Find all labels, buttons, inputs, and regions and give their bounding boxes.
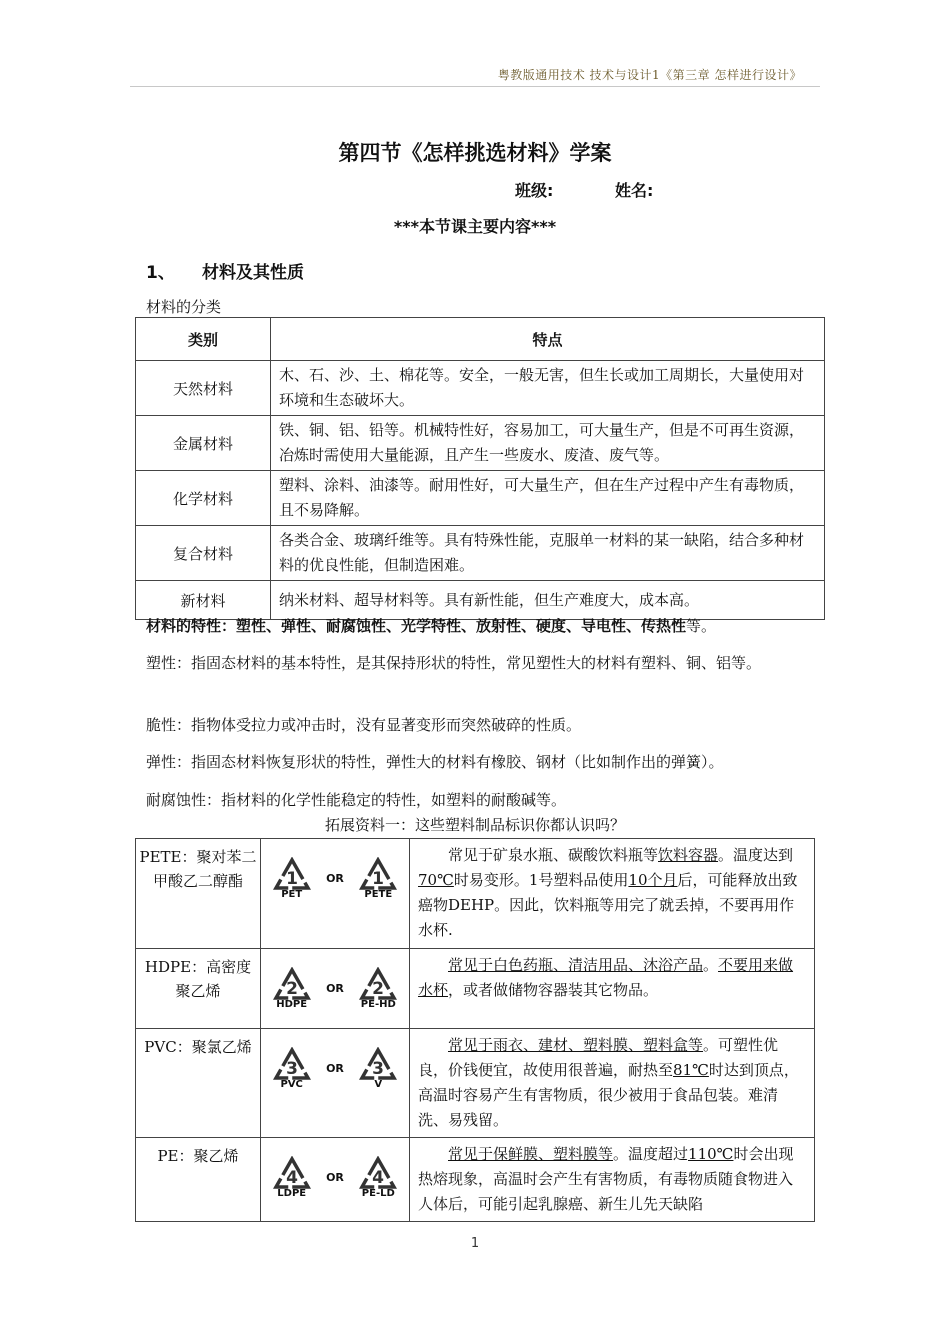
recycle-symbol-icon [359,857,397,900]
page-header: 粤教版通用技术 技术与设计1《第三章 怎样进行设计》 [497,68,802,82]
table-row [136,416,825,471]
recycle-number: 1 [285,868,298,889]
recycle-symbol-icon [359,1156,397,1199]
classification-label: 材料的分类 [146,298,222,316]
recycle-code: PETE [364,888,393,900]
recycle-code: PVC [280,1078,303,1090]
table-header-row [136,318,825,361]
plastic-name: PETE：聚对苯二甲酸乙二醇酯 [136,839,261,949]
material-features: 塑料、涂料、油漆等。耐用性好，可大量生产，但在生产过程中产生有毒物质，且不易降解。 [271,471,825,526]
or-label: OR [326,981,344,995]
or-label: OR [326,1061,344,1075]
recycle-code: PET [281,888,303,900]
recycle-symbol-icon [273,967,311,1010]
header-divider [130,86,820,87]
properties-tail: 等。 [686,617,717,635]
recycle-code: PE-LD [361,1187,395,1199]
recycle-number: 3 [372,1058,385,1079]
section-title: 材料及其性质 [202,263,304,283]
class-label: 班级: [515,181,554,200]
page-title: 第四节《怎样挑选材料》学案 [338,141,612,165]
recycle-code: V [374,1078,383,1090]
recycle-code: HDPE [276,998,308,1010]
table-row [136,1138,815,1222]
material-features: 各类合金、玻璃纤维等。具有特殊性能，克服单一材料的某一缺陷，结合多种材料的优良性能，但制造困难。 [271,526,825,581]
properties-line [146,613,826,639]
plastic-description: 常见于保鲜膜、塑料膜等。温度超过110℃时会出现热熔现象，高温时会产生有害物质，有毒物质随食物进入人体后，可能引起乳腺癌、新生儿先天缺陷 [410,1138,815,1222]
material-category: 新材料 [136,581,271,620]
material-category: 复合材料 [136,526,271,581]
table-row [136,526,825,581]
recycle-symbols [261,1138,410,1222]
table-row [136,949,815,1029]
recycle-number: 4 [285,1167,298,1188]
material-features: 纳米材料、超导材料等。具有新性能，但生产难度大，成本高。 [271,581,825,620]
material-category: 化学材料 [136,471,271,526]
table-row [136,471,825,526]
recycle-number: 4 [372,1167,385,1188]
recycle-code: LDPE [277,1187,307,1199]
recycle-number: 3 [285,1058,298,1079]
header-features: 特点 [271,318,825,361]
plastic-description: 常见于矿泉水瓶、碳酸饮料瓶等饮料容器。温度达到70℃时易变形。1号塑料品使用10个月后，可能释放出致癌物DEHP。因此，饮料瓶等用完了就丢掉，不要再用作水杯. [410,839,815,949]
plastic-name: HDPE：高密度聚乙烯 [136,949,261,1029]
material-category: 金属材料 [136,416,271,471]
plastic-description: 常见于雨衣、建材、塑料膜、塑料盒等。可塑性优良，价钱便宜，故使用很普遍，耐热至81℃时达到顶点，高温时容易产生有害物质，很少被用于食品包装。难清洗、易残留。 [410,1029,815,1138]
plastics-table [135,838,815,1222]
recycle-symbol-icon [273,857,311,900]
brittleness-paragraph: 脆性：指物体受拉力或冲击时，没有显著变形而突然破碎的性质。 [146,716,582,734]
class-name-line [515,178,709,201]
recycle-number: 2 [285,978,298,999]
page-number: 1 [470,1236,480,1251]
recycle-number: 2 [372,978,385,999]
recycle-symbols [261,949,410,1029]
extension-title: 拓展资料一：这些塑料制品标识你都认识吗？ [324,816,625,834]
material-features: 木、石、沙、土、棉花等。安全，一般无害，但生长或加工周期长，大量使用对环境和生态破坏大。 [271,361,825,416]
material-features: 铁、铜、铝、铅等。机械特性好，容易加工，可大量生产，但是不可再生资源，冶炼时需使用大量能源，且产生一些废水、废渣、废气等。 [271,416,825,471]
table-row [136,1029,815,1138]
materials-table [135,317,825,620]
table-row [136,839,815,949]
section-number: 1、 [146,263,175,283]
material-category: 天然材料 [136,361,271,416]
recycle-symbol-icon [273,1047,311,1090]
properties-lead: 材料的特性：塑性、弹性、耐腐蚀性、光学特性、放射性、硬度、导电性、传热性 [146,617,687,635]
recycle-symbol-icon [359,1047,397,1090]
corrosion-paragraph: 耐腐蚀性：指材料的化学性能稳定的特性，如塑料的耐酸碱等。 [146,791,567,809]
plastic-description: 常见于白色药瓶、清洁用品、沐浴产品。不要用来做水杯，或者做储物容器装其它物品。 [410,949,815,1029]
plasticity-paragraph: 塑性：指固态材料的基本特性，是其保持形状的特性，常见塑性大的材料有塑料、铜、铝等。 [146,654,762,672]
table-row [136,361,825,416]
main-content-heading: ***本节课主要内容*** [393,217,557,236]
recycle-code: PE-HD [360,998,396,1010]
recycle-number: 1 [372,868,385,889]
plastic-name: PE：聚乙烯 [136,1138,261,1222]
recycle-symbols [261,1029,410,1138]
plastic-name: PVC：聚氯乙烯 [136,1029,261,1138]
elasticity-paragraph: 弹性：指固态材料恢复形状的特性，弹性大的材料有橡胶、钢材（比如制作出的弹簧）。 [146,753,724,771]
recycle-symbols [261,839,410,949]
recycle-symbol-icon [359,967,397,1010]
name-label: 姓名: [614,181,654,200]
header-category: 类别 [136,318,271,361]
or-label: OR [326,1170,344,1184]
recycle-symbol-icon [273,1156,311,1199]
or-label: OR [326,871,344,885]
